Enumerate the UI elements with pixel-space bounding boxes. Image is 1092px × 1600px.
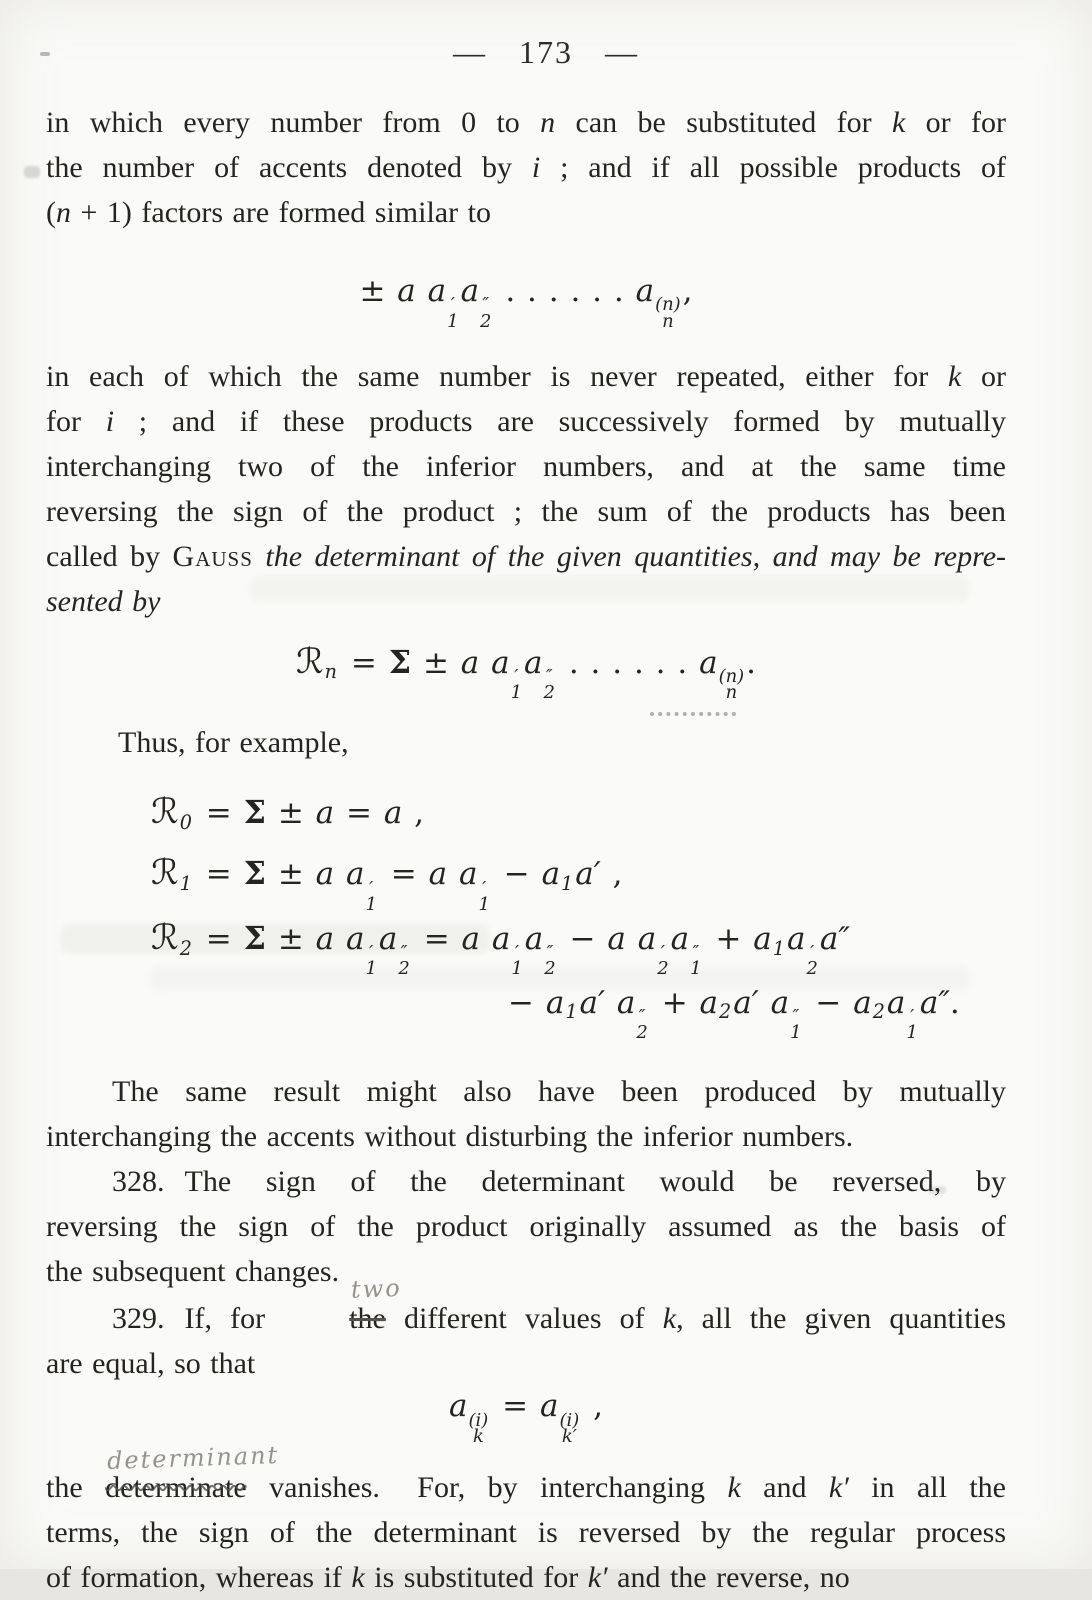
text-segment: ℛ	[151, 853, 179, 894]
stacked-script	[790, 1005, 802, 1044]
paragraph-same-result	[46, 1069, 1006, 1159]
stack-subscript: 1	[511, 958, 523, 980]
paragraph-section-329	[46, 1273, 1006, 1386]
text-segment: =	[339, 644, 389, 681]
text-segment: n	[540, 106, 556, 139]
text-segment: a	[635, 273, 655, 309]
stack-subscript: 2	[636, 1022, 648, 1044]
corrected-word	[283, 1273, 403, 1341]
text-block	[46, 100, 1006, 1600]
text-segment: +	[703, 920, 754, 957]
text-line	[46, 534, 1006, 579]
text-segment: .	[949, 984, 960, 1021]
stack-subscript: 2	[806, 958, 818, 980]
text-segment: different values of	[385, 1302, 663, 1336]
text-segment: =	[193, 920, 244, 957]
text-segment: Gauss	[172, 539, 253, 573]
text-segment: in all the	[848, 1470, 1006, 1504]
text-segment: .	[746, 644, 757, 681]
text-line	[46, 1159, 1006, 1204]
text-segment: reversing the sign of the product originally assumed as the basis of	[46, 1210, 1006, 1244]
stack-superscript: ′	[369, 942, 374, 964]
text-line	[46, 1555, 1006, 1600]
text-segment: ℛ	[151, 792, 179, 833]
stack-superscript: ″	[792, 1005, 800, 1027]
text-line	[46, 1441, 1006, 1510]
stack-subscript: 2	[657, 958, 669, 980]
stack-subscript: 1	[790, 1022, 802, 1044]
stack-subscript: 1	[447, 310, 459, 332]
text-segment: k	[662, 1302, 677, 1336]
paragraph-intro	[46, 100, 1006, 235]
text-segment: are equal, so that	[46, 1347, 256, 1381]
stack-superscript: (i)	[468, 1409, 489, 1431]
text-segment: 2	[179, 936, 192, 960]
stack-superscript: (i)	[559, 1409, 580, 1431]
text-segment: −	[803, 984, 854, 1021]
stacked-script	[365, 942, 377, 980]
text-line	[46, 1069, 1006, 1114]
stack-superscript: ″	[638, 1005, 646, 1027]
text-segment: ℛ	[295, 641, 324, 682]
stacked-script	[468, 1409, 489, 1447]
struck-word: the	[349, 1302, 386, 1336]
stack-superscript: ′	[482, 877, 487, 899]
stacked-script	[806, 942, 818, 980]
text-segment: a a	[315, 920, 365, 957]
text-segment: a a	[461, 920, 511, 957]
text-segment: a	[886, 984, 906, 1021]
equation-example-r0	[151, 787, 1006, 848]
text-segment: terms, the sign of the determinant is reversed by the regular process	[46, 1515, 1006, 1549]
text-segment: ,	[402, 795, 425, 832]
stack-superscript: ″	[546, 942, 554, 964]
text-line	[46, 190, 1006, 235]
stacked-script	[718, 666, 745, 704]
text-segment: ±	[411, 644, 461, 681]
text-segment: a	[524, 644, 543, 681]
text-line	[46, 100, 1006, 145]
text-segment: k	[947, 359, 962, 393]
text-segment: ℛ	[151, 917, 179, 958]
text-segment: =	[378, 856, 429, 893]
text-line	[46, 444, 1006, 489]
stack-subscript: n	[725, 682, 738, 704]
text-segment: a	[449, 1388, 468, 1425]
stack-superscript: ′	[369, 877, 374, 899]
stack-superscript: ″	[545, 666, 553, 688]
stack-subscript: 1	[906, 1022, 918, 1044]
text-segment: −	[508, 984, 546, 1021]
text-segment: ±	[265, 920, 316, 957]
equation-determinant-sum	[46, 632, 1006, 703]
text-segment: , all the given quantities	[676, 1302, 1006, 1336]
text-segment: a	[786, 920, 806, 957]
text-segment: a	[524, 920, 544, 957]
text-segment: ±	[359, 273, 398, 309]
text-segment: a	[460, 273, 480, 309]
text-segment: Σ	[243, 919, 266, 957]
stacked-script	[636, 1005, 648, 1044]
stacked-script	[655, 294, 681, 332]
text-segment: a	[541, 856, 561, 893]
text-line	[46, 145, 1006, 190]
text-segment: a′ a	[579, 984, 636, 1021]
stacked-script	[657, 942, 669, 980]
text-segment: n	[324, 660, 338, 684]
text-segment: a a	[460, 644, 510, 681]
text-segment: + 1) factors are formed similar to	[71, 196, 491, 229]
text-segment: =	[334, 795, 384, 832]
equation-example-r1	[151, 848, 1006, 913]
text-segment: k′	[828, 1470, 849, 1504]
text-segment: called by	[46, 539, 173, 573]
text-segment: 1	[565, 1000, 578, 1024]
text-segment: or for	[905, 106, 1006, 139]
stack-superscript: ′	[450, 294, 455, 316]
text-segment: a′ a	[733, 984, 790, 1021]
text-segment: 2	[872, 1000, 885, 1024]
text-segment: 2	[719, 1000, 732, 1024]
stack-subscript: 2	[544, 958, 556, 980]
stack-subscript: n	[662, 310, 674, 332]
corrected-word	[105, 1441, 280, 1510]
text-segment: 1	[772, 936, 785, 960]
text-segment: −	[557, 920, 608, 957]
text-segment: ; and if all possible products of	[540, 151, 1006, 184]
text-segment: a a	[397, 273, 447, 309]
stack-superscript: ′	[515, 942, 520, 964]
text-segment: Σ	[388, 643, 412, 681]
text-line	[46, 399, 1006, 444]
stack-superscript: (n)	[655, 294, 681, 316]
text-segment: 1	[561, 871, 574, 895]
handwritten-annotation: two	[350, 1273, 403, 1304]
text-segment: =	[411, 920, 462, 957]
text-segment: n	[56, 196, 71, 229]
text-segment: k	[727, 1470, 741, 1504]
stack-subscript: k	[472, 1425, 484, 1447]
text-segment: a	[753, 920, 772, 957]
text-segment: =	[193, 856, 244, 893]
stacked-script	[559, 1409, 580, 1447]
struck-word: determinate	[105, 1470, 247, 1504]
text-segment: a	[383, 795, 403, 832]
scan-speck	[24, 166, 40, 178]
text-segment: 1	[179, 871, 192, 895]
stack-superscript: ″	[482, 294, 490, 316]
stack-superscript: ′	[810, 942, 815, 964]
text-segment: a a	[428, 856, 478, 893]
text-segment: the subsequent changes.	[46, 1255, 340, 1289]
stacked-script	[544, 942, 556, 980]
stack-superscript: ″	[692, 942, 700, 964]
text-line	[46, 1249, 1006, 1294]
text-segment: ±	[265, 856, 316, 893]
text-segment: in which every number from 0 to	[46, 106, 541, 139]
text-segment: a″	[819, 920, 850, 957]
text-line	[46, 489, 1006, 534]
text-segment: a	[315, 795, 335, 832]
text-segment: interchanging the accents without disturbing the inferior numbers.	[46, 1120, 854, 1154]
equation-example-r2-line1	[151, 913, 1006, 978]
text-segment: =	[490, 1388, 540, 1425]
equation-product-form	[46, 261, 1006, 330]
handwritten-annotation: determinant	[106, 1441, 280, 1476]
stacked-script	[398, 942, 410, 980]
stack-subscript: 2	[480, 310, 492, 332]
stack-superscript: ′	[514, 666, 519, 688]
paragraph-determinant-vanishes	[46, 1441, 1006, 1600]
page-number: — 173 —	[453, 34, 639, 70]
text-segment: ,	[682, 273, 693, 309]
text-segment: and the reverse, no	[607, 1560, 850, 1594]
text-segment: k	[891, 106, 906, 139]
text-segment: is substituted for	[364, 1560, 588, 1594]
text-line	[46, 1273, 1006, 1341]
text-line	[46, 1204, 1006, 1249]
text-segment: and	[740, 1470, 829, 1504]
paragraph-determinant-definition	[46, 354, 1006, 624]
stack-subscript: 2	[398, 958, 410, 980]
text-segment: 0	[179, 811, 192, 835]
text-segment: Σ	[243, 794, 266, 832]
stacked-script	[510, 666, 523, 704]
text-segment: i	[105, 404, 115, 438]
stack-subscript: 1	[365, 893, 377, 915]
text-segment: 329.	[112, 1302, 165, 1336]
text-segment: a	[699, 984, 719, 1021]
text-segment: the determinant of the given quantities, and may be repre-	[265, 539, 1006, 573]
text-segment: the	[46, 1470, 106, 1504]
text-line	[46, 1510, 1006, 1555]
text-segment: a″	[919, 984, 950, 1021]
text-segment: Σ	[243, 855, 266, 893]
stacked-script	[511, 942, 523, 980]
stack-superscript: ′	[660, 942, 665, 964]
text-segment: a	[853, 984, 872, 1021]
text-segment: (	[46, 196, 56, 229]
text-segment: a a	[607, 920, 657, 957]
text-segment: sented by	[46, 584, 161, 618]
text-segment: a	[545, 984, 565, 1021]
stack-subscript: 1	[690, 958, 702, 980]
stack-superscript: (n)	[718, 666, 745, 688]
text-segment: a	[670, 920, 690, 957]
text-segment: If, for	[184, 1302, 284, 1336]
stacked-script	[906, 1005, 918, 1044]
text-segment: . . . . . .	[493, 273, 636, 309]
text-segment: ,	[600, 856, 623, 893]
text-segment: k	[351, 1560, 365, 1594]
stack-superscript: ′	[910, 1005, 915, 1027]
text-segment: a	[378, 920, 398, 957]
stack-superscript: ″	[400, 942, 408, 964]
text-line	[46, 354, 1006, 399]
text-segment: a a	[315, 856, 365, 893]
text-segment: The sign of the determinant would be reversed, by	[184, 1165, 1006, 1199]
line-thus-for-example: Thus, for example,	[118, 726, 349, 760]
text-segment: =	[193, 795, 244, 832]
stacked-script	[365, 877, 377, 915]
text-segment: vanishes. For, by interchanging	[246, 1470, 728, 1504]
stacked-script	[480, 294, 492, 332]
text-segment: . . . . . .	[556, 644, 700, 681]
example-equations-group	[46, 787, 1006, 1044]
stack-subscript: 1	[510, 682, 523, 704]
text-segment: reversing the sign of the product ; the sum of the products has been	[46, 494, 1006, 528]
text-segment: i	[531, 151, 541, 184]
stack-subscript: 2	[543, 682, 555, 704]
stacked-script	[690, 942, 702, 980]
text-segment: can be substituted for	[555, 106, 892, 139]
stacked-script	[478, 877, 490, 915]
equation-equal-quantities	[46, 1378, 1006, 1445]
text-segment: −	[491, 856, 542, 893]
text-line	[46, 1114, 1006, 1159]
paragraph-section-328	[46, 1159, 1006, 1294]
text-segment: of formation, whereas if	[46, 1560, 352, 1594]
stack-subscript: k′	[561, 1425, 577, 1447]
text-segment: a′	[575, 856, 601, 893]
text-segment: 328.	[112, 1165, 165, 1199]
stack-subscript: 1	[478, 893, 490, 915]
stacked-script	[447, 294, 459, 332]
text-segment: ,	[581, 1388, 603, 1425]
text-segment: ±	[265, 795, 316, 832]
text-segment: ; and if these products are successively formed by mutually	[114, 404, 1007, 438]
stack-subscript: 1	[365, 958, 377, 980]
stacked-script	[543, 666, 555, 704]
text-segment: a	[539, 1388, 559, 1425]
text-segment: a	[699, 644, 718, 681]
text-segment: interchanging two of the inferior numbers, and at the same time	[46, 449, 1006, 483]
text-segment: in each of which the same number is never repeated, either for	[46, 359, 948, 393]
text-line	[46, 579, 1006, 624]
text-segment: k′	[587, 1560, 608, 1594]
text-segment: The same result might also have been produced by mutually	[112, 1075, 1006, 1109]
text-segment: or	[961, 359, 1006, 393]
text-segment: +	[649, 984, 700, 1021]
text-segment	[253, 540, 265, 573]
text-segment: for	[46, 404, 106, 438]
text-segment: the number of accents denoted by	[46, 151, 532, 184]
equation-example-r2-line2	[508, 978, 1006, 1042]
